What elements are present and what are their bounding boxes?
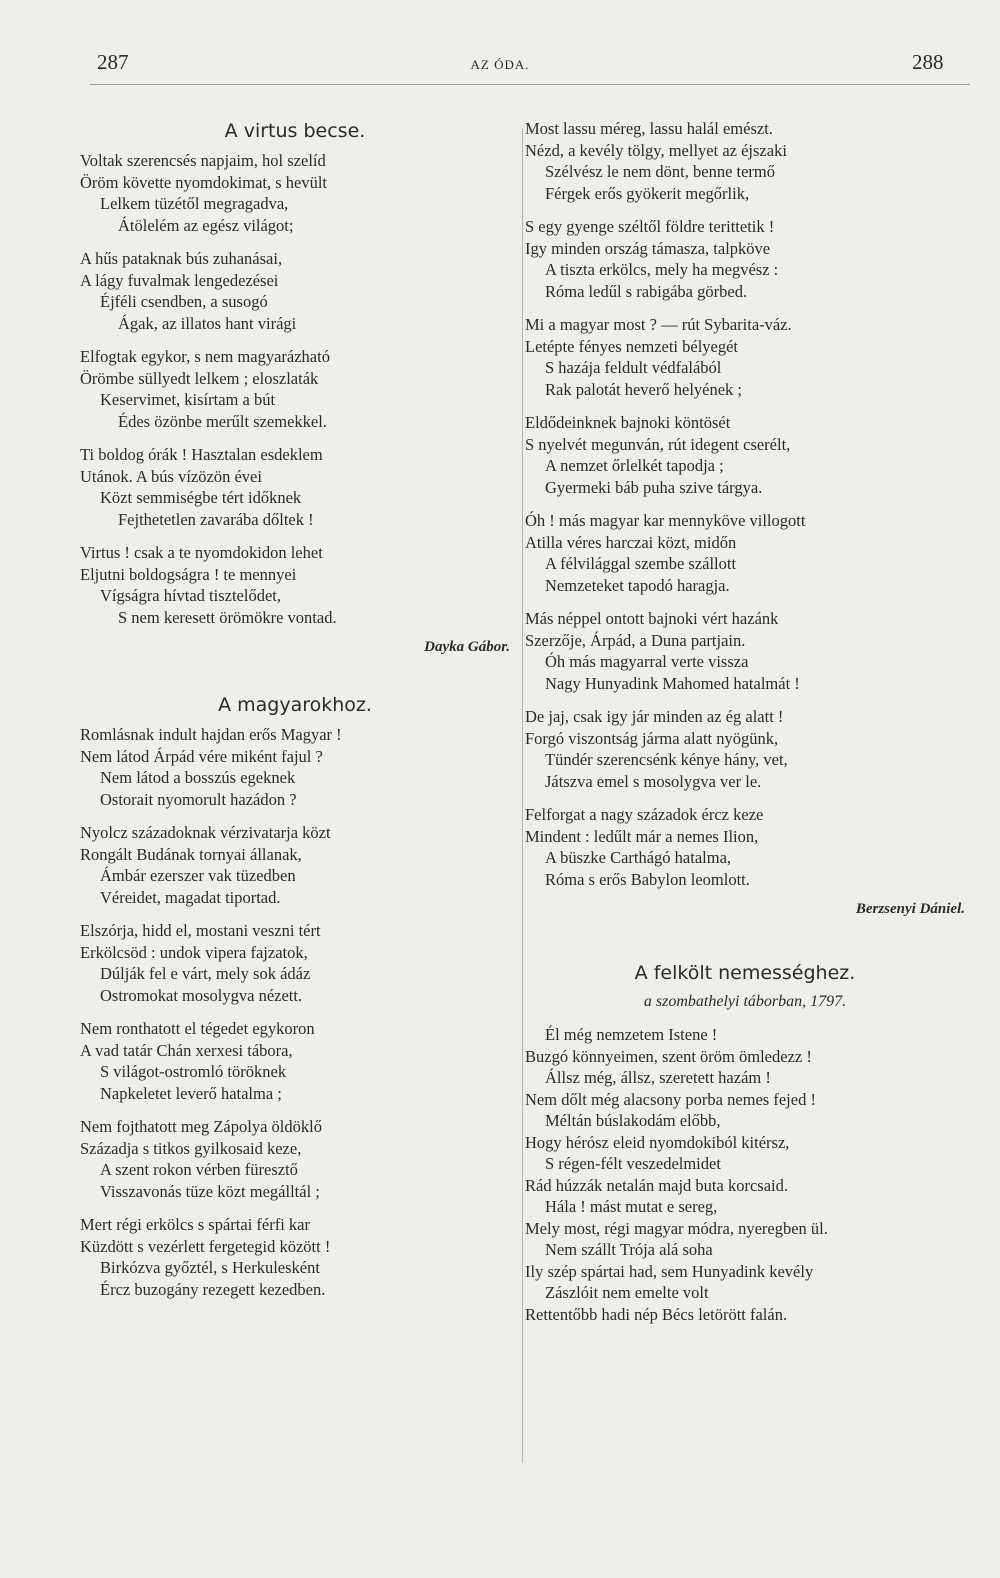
stanza [80, 822, 510, 908]
verse-line: Ostromokat mosolygva nézett. [100, 985, 303, 1005]
poem-title-magyarokhoz: A magyarokhoz. [218, 694, 372, 716]
verse-line: Játszva emel s mosolygva ver le. [545, 771, 762, 791]
verse-line: Atilla véres harczai közt, midőn [525, 532, 737, 552]
stanza [80, 542, 510, 628]
stanza [525, 706, 965, 792]
verse-line: Nem fojthatott meg Zápolya öldöklő [80, 1117, 322, 1136]
stanza [525, 118, 965, 204]
verse-line: Rak palotát heverő helyének ; [545, 379, 743, 399]
left-page-number: 287 [97, 50, 129, 74]
verse-line: S egy gyenge széltől földre terittetik ! [525, 217, 775, 236]
verse-line: S világot-ostromló töröknek [100, 1062, 287, 1081]
verse-line: Nyolcz századoknak vérzivatarja közt [80, 823, 331, 842]
verse-line: A tiszta erkölcs, mely ha megvész : [545, 260, 779, 279]
verse-line: Mert régi erkölcs s spártai férfi kar [80, 1215, 310, 1234]
verse-line: Óh más magyarral verte vissza [545, 652, 749, 671]
verse-line: Szerzője, Árpád, a Duna partjain. [525, 630, 746, 650]
header-rule [90, 84, 970, 85]
verse-line: S régen-félt veszedelmidet [545, 1154, 721, 1173]
verse-line: Birkózva győztél, s Herkulesként [100, 1258, 320, 1277]
verse-line: Nagy Hunyadink Mahomed hatalmát ! [545, 673, 800, 693]
verse-line: A szent rokon vérben füresztő [100, 1160, 298, 1179]
verse-line: Ti boldog órák ! Hasztalan esdeklem [80, 445, 323, 464]
verse-line: Ámbár ezerszer vak tüzedben [100, 866, 296, 885]
verse-line: Hála ! mást mutat e sereg, [545, 1197, 718, 1216]
verse-line: A félvilággal szembe szállott [545, 554, 737, 573]
verse-line: Gyermeki báb puha szive tárgya. [545, 477, 763, 497]
verse-line: Ércz buzogány rezegett kezedben. [100, 1279, 326, 1299]
verse-line: De jaj, csak igy jár minden az ég alatt ! [525, 707, 784, 726]
stanza [80, 920, 510, 1006]
verse-line: Erkölcsöd : undok vipera fajzatok, [80, 942, 308, 962]
verse-line: Örömbe süllyedt lelkem ; eloszlaták [80, 368, 319, 388]
verse-line: Zászlóit nem emelte volt [545, 1283, 709, 1302]
verse-line: Most lassu méreg, lassu halál emészt. [525, 119, 773, 138]
verse-line: Forgó viszontság járma alatt nyögünk, [525, 728, 779, 748]
verse-line: Nézd, a kevély tölgy, mellyet az éjszaki [525, 140, 787, 160]
verse-line: Nem látod a bosszús egeknek [100, 768, 296, 787]
verse-line: Voltak szerencsés napjaim, hol szelíd [80, 151, 326, 170]
verse-line: Nem látod Árpád vére miként fajul ? [80, 746, 323, 766]
page-header [0, 0, 1000, 90]
verse-line: Rongált Budának tornyai állanak, [80, 844, 302, 864]
verse-line: Tündér szerencsénk kénye hány, vet, [545, 750, 788, 769]
running-title: AZ ÓDA. [470, 57, 530, 72]
verse-line: Napkeletet leverő hatalma ; [100, 1083, 282, 1103]
stanza [525, 510, 965, 596]
verse-line: Óh ! más magyar kar mennyköve villogott [525, 511, 806, 530]
verse-line: Szélvész le nem dönt, benne termő [545, 162, 776, 181]
verse-line: Romlásnak indult hajdan erős Magyar ! [80, 725, 342, 744]
verse-line: Elszórja, hidd el, mostani veszni tért [80, 921, 321, 940]
verse-line: Átölelém az egész világot; [118, 215, 294, 235]
author-berzsenyi: Berzsenyi Dániel. [855, 901, 965, 917]
verse-line: Mely most, régi magyar módra, nyeregben ül. [525, 1218, 828, 1238]
verse-line: Méltán búslakodám előbb, [545, 1111, 721, 1130]
verse-line: Rettentőbb hadi nép Bécs letörött falán. [525, 1304, 788, 1324]
verse-line: Nem dőlt még alacsony porba nemes fejed ! [525, 1089, 816, 1109]
verse-line: Utánok. A bús vízözön évei [80, 466, 262, 486]
right-page-number: 288 [912, 50, 944, 74]
stanza [80, 1116, 510, 1202]
verse-line: Közt semmiségbe tért időknek [100, 488, 302, 507]
verse-line: Századja s titkos gyilkosaid keze, [80, 1138, 302, 1158]
verse-line: Eldődeinknek bajnoki köntösét [525, 413, 731, 432]
poem-magyarokhoz-body [80, 724, 510, 1300]
verse-line: Véreidet, magadat tiportad. [100, 887, 281, 907]
verse-line: Elfogtak egykor, s nem magyarázható [80, 347, 330, 366]
verse-line: Nem szállt Trója alá soha [545, 1240, 713, 1259]
stanza [525, 216, 965, 302]
verse-line: A vad tatár Chán xerxesi tábora, [80, 1040, 293, 1060]
verse-line: Él még nemzetem Istene ! [545, 1025, 718, 1044]
poem-subtitle-felkolt: a szombathelyi táborban, 1797. [643, 993, 847, 1010]
left-column [80, 118, 510, 1312]
right-column [525, 118, 965, 1325]
verse-line: S nyelvét megunván, rút idegent cserélt, [525, 434, 791, 454]
stanza [525, 804, 965, 890]
verse-line: Buzgó könnyeimen, szent öröm ömledezz ! [525, 1046, 812, 1066]
verse-line: S nem keresett örömökre vontad. [118, 607, 337, 627]
verse-line: Mi a magyar most ? — rút Sybarita-váz. [525, 315, 792, 334]
verse-line: Róma ledűl s rabigába görbed. [545, 281, 748, 301]
stanza [80, 248, 510, 334]
stanza [80, 444, 510, 530]
verse-line: Más néppel ontott bajnoki vért hazánk [525, 609, 779, 628]
poem-title-virtus: A virtus becse. [224, 120, 366, 142]
author-dayka: Dayka Gábor. [424, 639, 510, 655]
verse-line: Lelkem tüzétől megragadva, [100, 194, 289, 213]
verse-line: Felforgat a nagy századok ércz keze [525, 805, 764, 824]
stanza [525, 412, 965, 498]
verse-line: Ily szép spártai had, sem Hunyadink kevély [525, 1261, 814, 1281]
stanza [80, 724, 510, 810]
verse-line: Ágak, az illatos hant virági [118, 313, 297, 333]
verse-line: Éjféli csendben, a susogó [100, 292, 268, 311]
verse-line: Visszavonás tüze közt megálltál ; [100, 1181, 320, 1201]
verse-line: Férgek erős gyökerit megőrlik, [545, 183, 750, 203]
verse-line: Vígságra hívtad tisztelődet, [100, 586, 281, 605]
verse-line: Virtus ! csak a te nyomdokidon lehet [80, 543, 323, 562]
stanza [525, 608, 965, 694]
verse-line: A büszke Carthágó hatalma, [545, 848, 732, 867]
poem-virtus-body [80, 150, 510, 628]
verse-line: Igy minden ország támasza, talpköve [525, 238, 771, 258]
verse-line: Hogy hérósz eleid nyomdokiból kitérsz, [525, 1132, 790, 1152]
verse-line: Mindent : ledűlt már a nemes Ilion, [525, 826, 759, 846]
verse-line: A lágy fuvalmak lengedezései [80, 270, 279, 290]
verse-line: Küzdött s vezérlett fergetegid között ! [80, 1236, 331, 1256]
poem-felkolt-body [525, 1024, 965, 1325]
verse-line: A nemzet őrlelkét tapodja ; [545, 456, 724, 475]
verse-line: Nem ronthatott el tégedet egykoron [80, 1019, 315, 1038]
poem-magyarokhoz-continued [525, 118, 965, 890]
verse-line: Dúlják fel e várt, mely sok ádáz [100, 964, 311, 983]
verse-line: Rád húzzák netalán majd buta korcsaid. [525, 1175, 788, 1195]
verse-line: Eljutni boldogságra ! te mennyei [80, 564, 297, 584]
poem-title-felkolt: A felkölt nemességhez. [634, 962, 856, 984]
verse-line: Letépte fényes nemzeti bélyegét [525, 336, 739, 356]
stanza [80, 1214, 510, 1300]
verse-line: Nemzeteket tapodó haragja. [545, 575, 730, 595]
verse-line: Állsz még, állsz, szeretett hazám ! [545, 1068, 771, 1087]
verse-line: Róma s erős Babylon leomlott. [545, 869, 750, 889]
column-divider [522, 128, 523, 1463]
verse-line: Ostorait nyomorult hazádon ? [100, 789, 297, 809]
verse-line: Öröm követte nyomdokimat, s hevült [80, 172, 328, 192]
verse-line: Fejthetetlen zavarába dőltek ! [118, 509, 314, 529]
stanza [80, 346, 510, 432]
stanza [80, 150, 510, 236]
verse-line: A hűs pataknak bús zuhanásai, [80, 249, 283, 268]
verse-line: Keservimet, kisírtam a bút [100, 390, 276, 409]
verse-line: Édes özönbe merűlt szemekkel. [118, 411, 327, 431]
stanza [525, 314, 965, 400]
stanza [80, 1018, 510, 1104]
verse-line: S hazája feldult védfalából [545, 358, 722, 377]
